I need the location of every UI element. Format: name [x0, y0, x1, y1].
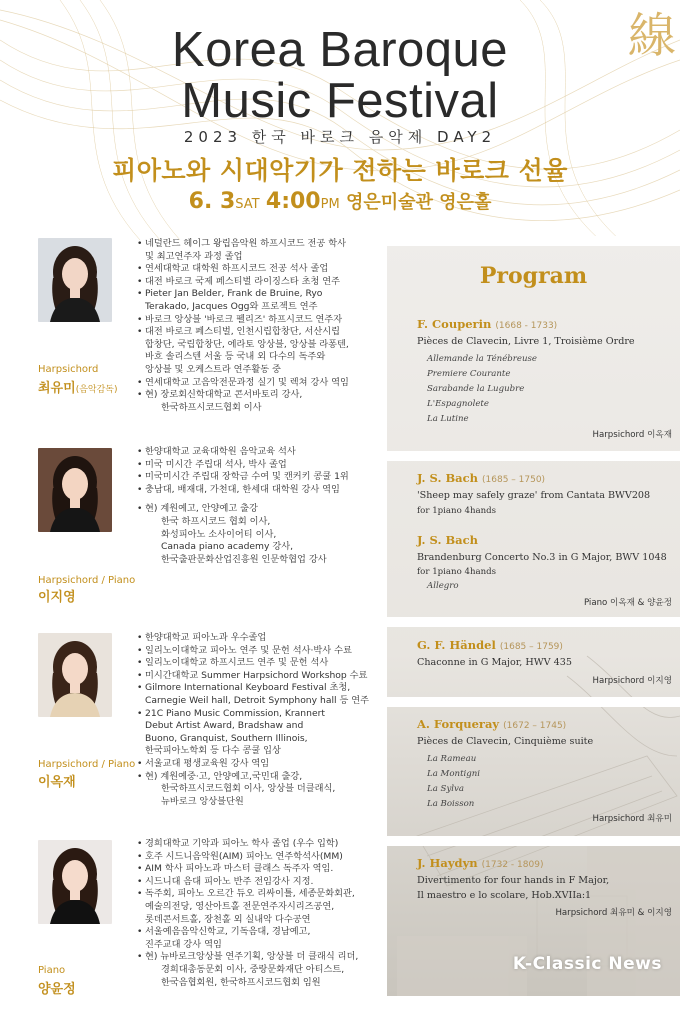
bio-line: • 미국미시간 주립대 장학금 수여 및 캔커키 콩쿨 1위 [137, 471, 387, 484]
piece-performer: Piano 이옥재 & 양윤정 [583, 598, 672, 608]
concert-ampm: PM [320, 197, 340, 212]
performer-photo [38, 633, 112, 717]
composer-years: (1732 - 1809) [481, 860, 544, 870]
bio-line: • 미국 미시간 주립대 석사, 박사 졸업 [137, 459, 387, 472]
composer-name-text: J. S. Bach [417, 471, 478, 485]
concert-time: 4:00 [265, 189, 321, 214]
program-divider [387, 617, 680, 627]
composer-years: (1668 - 1733) [495, 321, 558, 331]
program-divider [387, 697, 680, 707]
concert-day: SAT [235, 197, 260, 212]
performer-bio [137, 632, 387, 808]
bio-line: • 연세대학교 대학원 하프시코드 전공 석사 졸업 [137, 263, 387, 276]
bio-line: • 네덜란드 헤이그 왕립음악원 하프시코드 전공 학사 [137, 238, 387, 251]
composer-name [417, 471, 545, 485]
piece-performer: Harpsichord 이지영 [592, 676, 672, 686]
performer-name [38, 586, 76, 605]
bio-line: 경희대총동문회 이사, 중랑문화재단 아티스트, [161, 963, 345, 975]
movement-title: La Rameau [427, 754, 477, 764]
composer-name [417, 717, 566, 731]
work-title: Brandenburg Concerto No.3 in G Major, BWV 1048 [417, 552, 667, 563]
bio-line: • 서울예음음악신학교, 기독음대, 경남예고, [137, 926, 387, 939]
bio-line: 한국 하프시코드 협회 이사, [161, 515, 271, 527]
bio-line: • Pieter Jan Belder, Frank de Bruine, Ryo [137, 288, 387, 301]
composer-name-text: F. Couperin [417, 317, 492, 331]
bio-line: • 시드니대 음대 피아노 반주 전임강사 지정. [137, 876, 387, 889]
concert-venue: 영은미술관 영은홀 [345, 192, 492, 213]
composer-name-text: A. Forqueray [417, 717, 500, 731]
bio-line: • 21C Piano Music Commission, Krannert [137, 708, 387, 721]
bio-line: • 대전 바로크 페스티벌, 인천시립합창단, 서산시립 [137, 326, 387, 339]
composer-years: (1685 – 1750) [482, 475, 546, 485]
movement-title: La Lutine [427, 414, 469, 424]
performer-role: Harpsichord / Piano [38, 759, 136, 770]
performer-name-text: 양윤정 [38, 982, 76, 997]
bio-line: • 한양대학교 피아노과 우수졸업 [137, 632, 387, 645]
program-divider [387, 836, 680, 846]
festival-title-line1: Korea Baroque [171, 23, 509, 77]
bio-line: 한국피아노학회 등 다수 콩쿨 입상 [145, 745, 281, 757]
movement-title: L'Espagnolete [427, 399, 489, 409]
instrumentation: for 1piano 4hands [417, 567, 497, 577]
bio-line: 화성피아노 소사이어티 이사, [161, 528, 277, 540]
program-title: Program [479, 263, 588, 289]
performer-name-text: 이지영 [38, 590, 76, 605]
bio-line: • 대전 바로크 국제 페스티벌 라이징스타 초청 연주 [137, 276, 387, 289]
composer-name-text: G. F. Händel [417, 638, 496, 652]
work-title-line2: Il maestro e lo scolare, Hob.XVIIa:1 [417, 890, 592, 901]
bio-line: • 호주 시드니음악원(AIM) 피아노 연주학석사(MM) [137, 851, 387, 864]
movement-title: Allemande la Ténébreuse [427, 354, 538, 364]
bio-line: Buono, Granquist, Southern Illinois, [145, 732, 308, 744]
bio-line: Canada piano academy 강사, [161, 541, 294, 553]
piece-performer: Harpsichord 이옥재 [592, 430, 672, 440]
performer-name-text: 이옥재 [38, 775, 76, 790]
bio-line: • 바로크 앙상블 '바로크 펠리즈' 하프시코드 연주자 [137, 314, 387, 327]
movement-title: Sarabande la Lugubre [427, 384, 525, 394]
movement-title: Premiere Courante [427, 369, 511, 379]
bio-line: 예술의전당, 영산아트홀 전문연주자시리즈공연, [145, 900, 335, 912]
performer-bio [137, 838, 387, 989]
performer-role: Harpsichord [38, 364, 99, 375]
bio-line: 및 최고연주자 과정 졸업 [145, 250, 243, 262]
bio-line: Debut Artist Award, Bradshaw and [145, 720, 304, 732]
bio-line: Carnegie Weil hall, Detroit Symphony hall 등 연주 [145, 694, 370, 706]
panel-top-divider [387, 236, 680, 246]
bio-line: • 연세대학교 고음악전문과정 실기 및 렉쳐 강사 역임 [137, 377, 387, 390]
work-title: Chaconne in G Major, HWV 435 [417, 657, 572, 668]
bio-line: • 현) 계원예고, 안양예고 출강 [137, 503, 387, 516]
bio-line: • 충남대, 배재대, 가천대, 한세대 대학원 강사 역임 [137, 484, 387, 497]
work-title: Pièces de Clavecin, Livre 1, Troisième Ordre [417, 336, 635, 347]
instrumentation: for 1piano 4hands [417, 506, 497, 516]
festival-title-line2: Music Festival [181, 74, 499, 128]
bio-line: • 한양대학교 교육대학원 음악교육 석사 [137, 446, 387, 459]
bio-line: 바흐 솔리스텐 서울 등 국내 외 다수의 독주와 [145, 351, 326, 363]
movement-title: La Boisson [427, 799, 475, 809]
bio-line: 진주교대 강사 역임 [145, 938, 222, 950]
watermark-text: K-Classic News [512, 954, 662, 974]
bio-line: • 경희대학교 기악과 피아노 학사 졸업 (우수 입학) [137, 838, 387, 851]
performer-bio [137, 238, 387, 414]
concert-slogan: 피아노와 시대악기가 전하는 바로크 선율 [112, 156, 568, 185]
bio-line: 합창단, 국립합창단, 에라토 앙상블, 앙상블 라퐁텐, [145, 338, 349, 350]
performer-name [38, 377, 118, 396]
date-time-venue [0, 188, 680, 214]
performer-photo [38, 238, 112, 322]
composer-years: (1672 – 1745) [503, 721, 567, 731]
bio-line: • AIM 학사 피아노과 마스터 클래스 독주자 역임. [137, 863, 387, 876]
piece-performer: Harpsichord 최유미 & 이지영 [555, 908, 672, 918]
bio-line: 한국하프시코드협회 이사 [161, 401, 262, 413]
bio-line: Terakado, Jacques Ogg와 프로젝트 연주 [145, 300, 318, 312]
work-title: Pièces de Clavecin, Cinquième suite [417, 736, 594, 747]
performer-bio [137, 446, 387, 566]
composer-name [417, 856, 543, 870]
composer-name [417, 638, 563, 652]
movement-title: La Montigni [427, 769, 481, 779]
hanja-logo: 線 [627, 8, 676, 64]
bio-line: • 서울교대 평생교육원 강사 역임 [137, 758, 387, 771]
bio-line: • 현) 계원예중·고, 안양예고,국민대 출강, [137, 771, 387, 784]
concert-date: 6. 3 [188, 189, 236, 214]
bio-line: 앙상블 및 오케스트라 연주활동 중 [145, 363, 281, 375]
bio-line: 롯데콘서트홀, 장천홀 외 실내악 다수공연 [145, 913, 311, 925]
performer-photo [38, 448, 112, 532]
performer-role: Harpsichord / Piano [38, 575, 136, 586]
work-title: 'Sheep may safely graze' from Cantata BWV208 [417, 490, 651, 501]
performer-role: Piano [38, 965, 66, 976]
festival-subtitle: 2023 한국 바로크 음악제 DAY2 [183, 128, 497, 146]
bio-line: • 미시간대학교 Summer Harpsichord Workshop 수료 [137, 670, 387, 683]
bio-line: • 독주회, 피아노 오르간 듀오 리싸이틀, 세종문화회관, [137, 888, 387, 901]
bio-line: • Gilmore International Keyboard Festival 초청, [137, 682, 387, 695]
bio-line: • 현) 장로회신학대학교 콘서바토리 강사, [137, 389, 387, 402]
bio-line: 한국음협회원, 한국하프시코드협회 임원 [161, 976, 321, 988]
performer-name [38, 771, 76, 790]
bio-line: 뉴바로크 앙상블단원 [161, 795, 244, 807]
work-title: Divertimento for four hands in F Major, [417, 875, 610, 886]
composer-name-text: J. S. Bach [417, 533, 478, 547]
bio-line: • 현) 뉴바로크앙상블 연주기획, 앙상블 더 클래식 리더, [137, 951, 387, 964]
performer-name-note: (음악감독) [75, 385, 118, 395]
performer-name-text: 최유미 [38, 381, 76, 396]
program-divider [387, 451, 680, 461]
movement-title: Allegro [427, 581, 459, 591]
bio-line: • 일리노이대학교 하프시코드 연주 및 문헌 석사 [137, 657, 387, 670]
composer-name-text: J. Haydyn [417, 856, 478, 870]
piece-performer: Harpsichord 최유미 [592, 814, 672, 824]
bio-line: • 일리노이대학교 피아노 연주 및 문헌 석사·박사 수료 [137, 645, 387, 658]
performer-name [38, 978, 76, 997]
composer-years: (1685 – 1759) [499, 642, 563, 652]
bio-line: 한국하프시코드협회 이사, 앙상블 더클래식, [161, 783, 336, 795]
movement-title: La Sylva [427, 784, 465, 794]
composer-name [417, 533, 478, 547]
bio-line: 한국출판문화산업진흥원 인문학협업 강사 [161, 553, 327, 565]
composer-name [417, 317, 557, 331]
performer-photo [38, 840, 112, 924]
program-panel [387, 236, 680, 996]
